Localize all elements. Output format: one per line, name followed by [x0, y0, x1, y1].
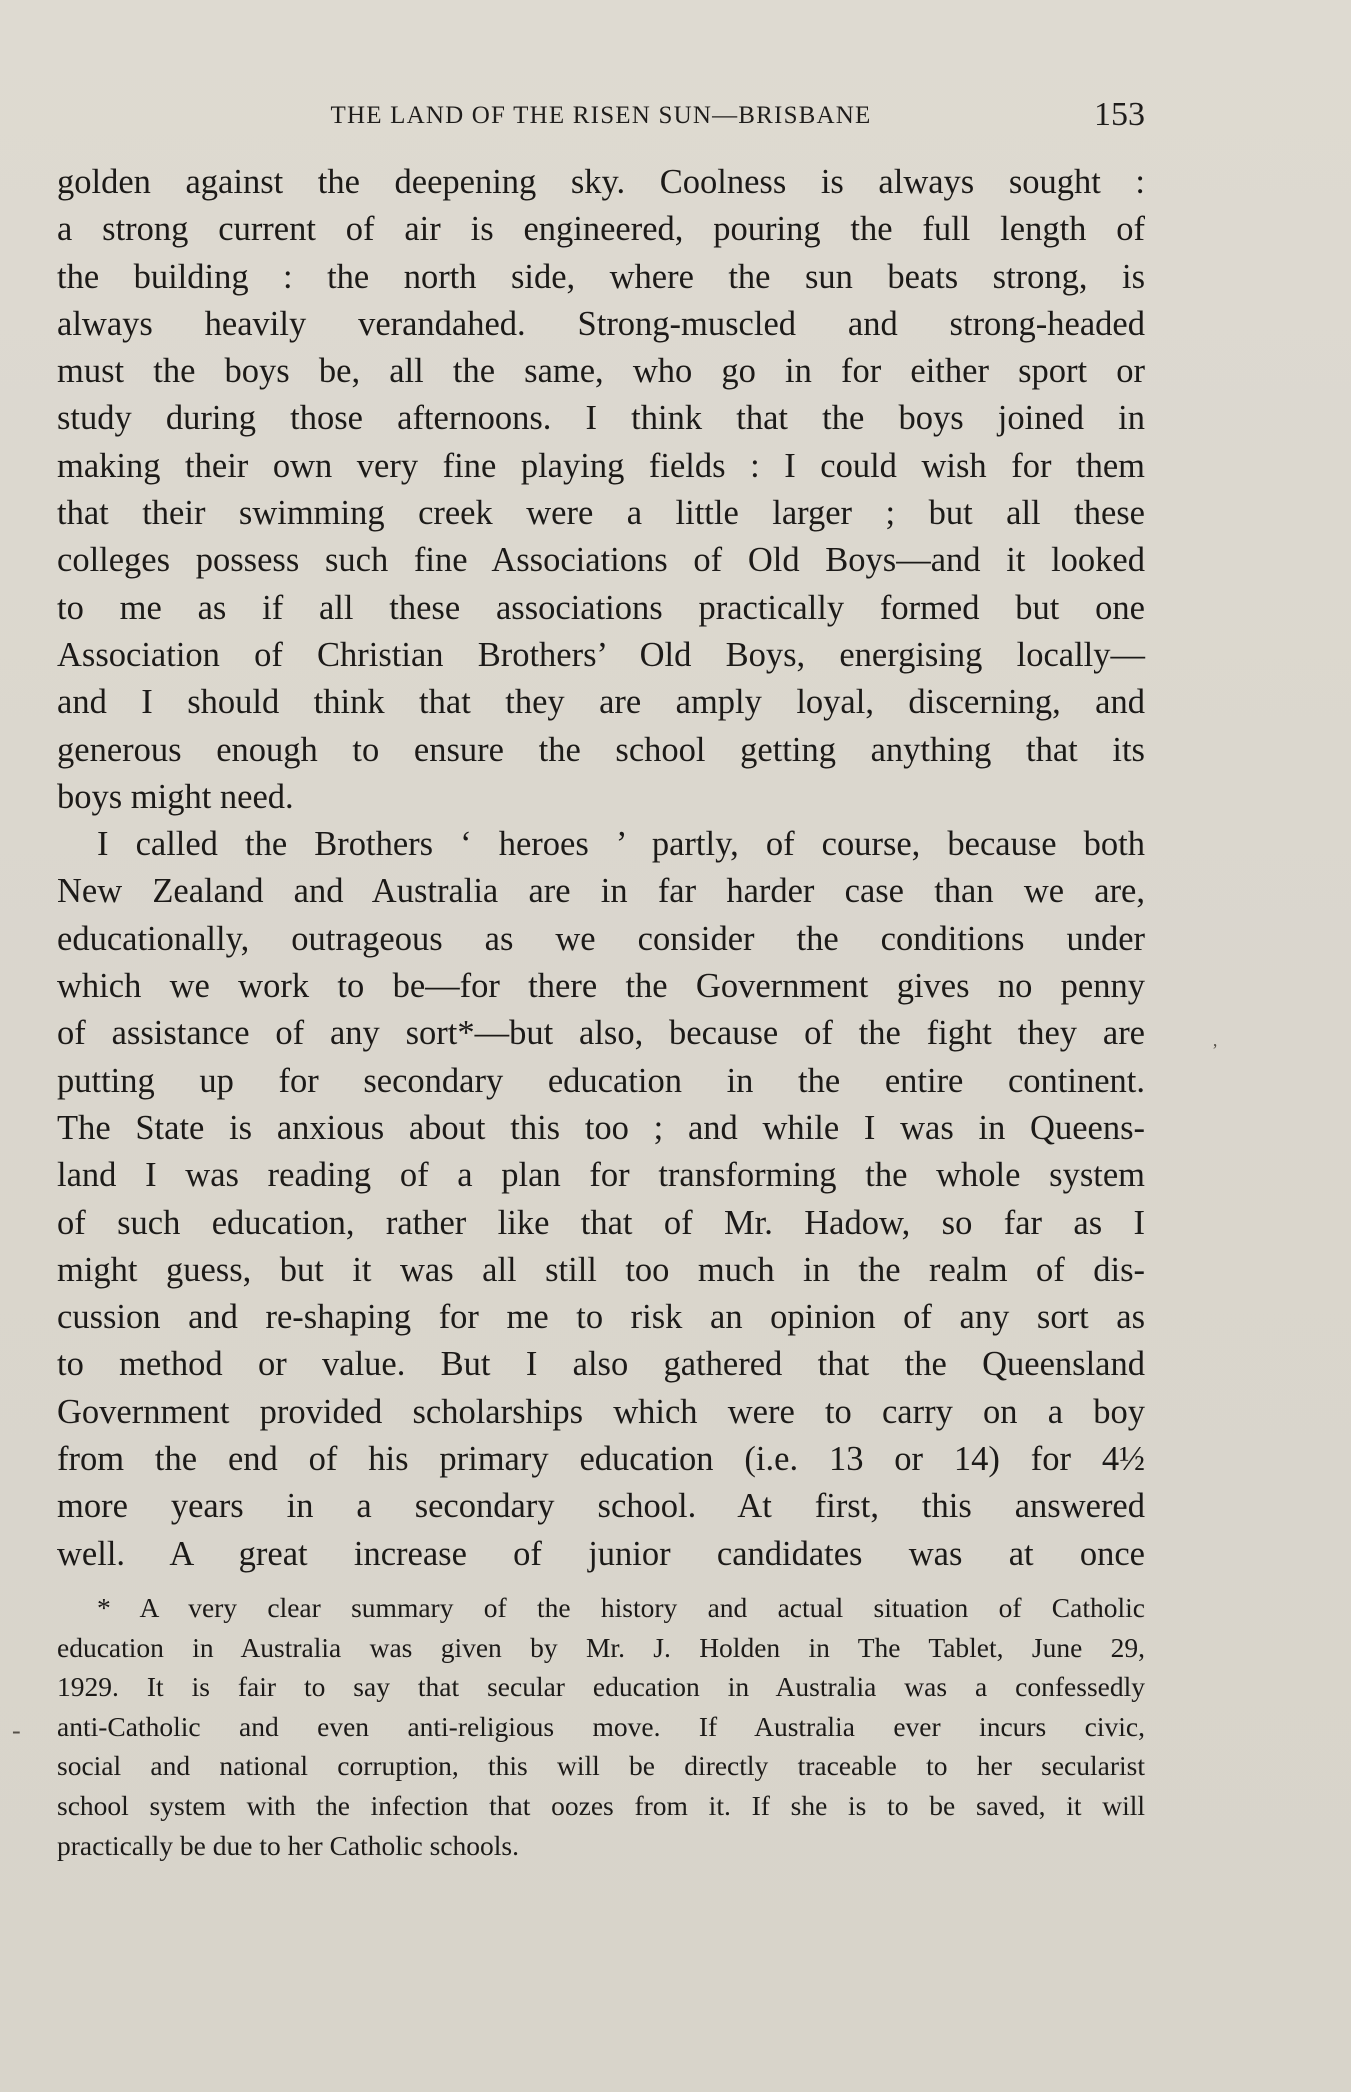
body-line: colleges possess such fine Associations of Old Boys—and it looked [57, 541, 1145, 580]
body-line: boys might need. [57, 777, 294, 816]
body-line: more years in a secondary school. At first, this answered [57, 1487, 1145, 1526]
footnote-line: practically be due to her Catholic schools. [57, 1829, 520, 1861]
body-line: that their swimming creek were a little larger ; but all these [57, 494, 1145, 533]
body-line: generous enough to ensure the school getting anything that its [57, 730, 1145, 769]
body-line: and I should think that they are amply loyal, discerning, and [57, 683, 1145, 722]
body-line: cussion and re-shaping for me to risk an opinion of any sort as [57, 1298, 1145, 1337]
body-text [57, 159, 1145, 1578]
body-line: a strong current of air is engineered, pouring the full length of [57, 210, 1145, 249]
page-number: 153 [1094, 96, 1145, 133]
body-line: to me as if all these associations practically formed but one [57, 588, 1145, 627]
body-line: always heavily verandahed. Strong-muscled and strong-headed [57, 304, 1145, 343]
margin-mark-left: - [12, 1716, 21, 1745]
body-line: educationally, outrageous as we consider the conditions under [57, 919, 1145, 958]
body-line: well. A great increase of junior candidates was at once [57, 1534, 1145, 1573]
body-line: The State is anxious about this too ; and while I was in Queens- [57, 1108, 1145, 1147]
body-line: putting up for secondary education in the entire continent. [57, 1061, 1145, 1100]
footnote-line: school system with the infection that oozes from it. If she is to be saved, it will [57, 1789, 1145, 1821]
body-line: study during those afternoons. I think that the boys joined in [57, 399, 1145, 438]
body-line: from the end of his primary education (i.e. 13 or 14) for 4½ [57, 1440, 1145, 1479]
body-line: Association of Christian Brothers’ Old Boys, energising locally— [57, 635, 1145, 674]
body-line: to method or value. But I also gathered that the Queensland [57, 1345, 1145, 1384]
footnote-line: 1929. It is fair to say that secular education in Australia was a confessedly [57, 1671, 1145, 1703]
body-line: making their own very fine playing fields : I could wish for them [57, 446, 1145, 485]
footnote-line: anti-Catholic and even anti-religious move. If Australia ever incurs civic, [57, 1710, 1145, 1742]
body-line: of assistance of any sort*—but also, because of the fight they are [57, 1014, 1145, 1053]
footnote-line: education in Australia was given by Mr. J. Holden in The Tablet, June 29, [57, 1631, 1145, 1663]
body-line: golden against the deepening sky. Coolness is always sought : [57, 163, 1145, 201]
body-line: must the boys be, all the same, who go in for either sport or [57, 352, 1145, 391]
footnote-line: social and national corruption, this will be directly traceable to her secularist [57, 1750, 1145, 1782]
body-line: might guess, but it was all still too much in the realm of dis- [57, 1250, 1145, 1289]
body-line: I called the Brothers ‘ heroes ’ partly, of course, because both [97, 825, 1145, 864]
footnote-line: * A very clear summary of the history and actual situation of Catholic [97, 1592, 1145, 1623]
body-line: land I was reading of a plan for transforming the whole system [57, 1156, 1145, 1195]
running-head [57, 96, 1145, 140]
body-line: the building : the north side, where the sun beats strong, is [57, 257, 1145, 296]
body-line: of such education, rather like that of Mr. Hadow, so far as I [57, 1203, 1145, 1242]
body-line: New Zealand and Australia are in far harder case than we are, [57, 872, 1145, 911]
running-title: THE LAND OF THE RISEN SUN—BRISBANE [330, 102, 872, 129]
body-line: which we work to be—for there the Government gives no penny [57, 967, 1145, 1006]
body-line: Government provided scholarships which were to carry on a boy [57, 1392, 1145, 1431]
footnote [57, 1588, 1145, 1865]
margin-mark-right: ‚ [1212, 1030, 1218, 1050]
